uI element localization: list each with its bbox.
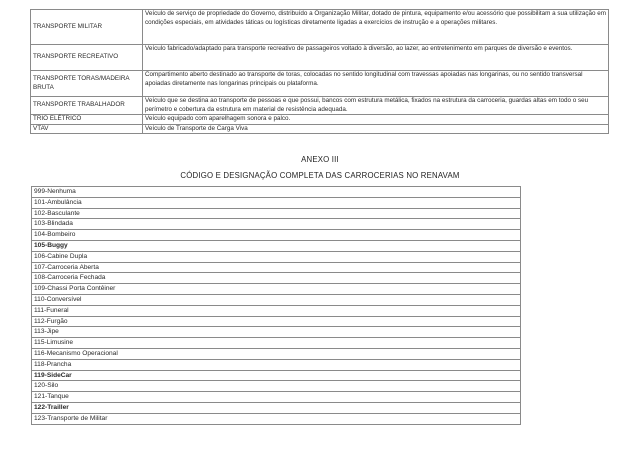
- body-code-cell: 123-Transporte de Militar: [32, 413, 521, 424]
- vehicle-type-description: Veículo fabricado/adaptado para transporte recreativo de passageiros voltado à diversão, ao lazer, ao entretenimento em parques de diversão e eventos.: [143, 45, 609, 71]
- table-row: [31, 10, 609, 45]
- body-code-cell: 103-Blindada: [32, 219, 521, 230]
- table-row: [32, 273, 521, 284]
- annex-number: ANEXO III: [301, 155, 339, 164]
- body-code-cell: 116-Mecanismo Operacional: [32, 348, 521, 359]
- body-code-cell: 115-Limusine: [32, 338, 521, 349]
- body-code-cell: 999-Nenhuma: [32, 187, 521, 198]
- table-row: [31, 115, 609, 125]
- table-row: [32, 392, 521, 403]
- table-row: [32, 305, 521, 316]
- vehicle-type-name: TRIO ELÉTRICO: [31, 115, 143, 125]
- annex-title: CÓDIGO E DESIGNAÇÃO COMPLETA DAS CARROCERIAS NO RENAVAM: [180, 171, 460, 180]
- table-row: [32, 338, 521, 349]
- body-code-cell: 107-Carroceria Aberta: [32, 262, 521, 273]
- table-row: [31, 124, 609, 134]
- table-row: [32, 197, 521, 208]
- body-code-cell: 118-Prancha: [32, 359, 521, 370]
- table-row: [32, 381, 521, 392]
- body-code-cell: 101-Ambulância: [32, 197, 521, 208]
- vehicle-type-description: Veículo equipado com aparelhagem sonora e palco.: [143, 115, 609, 125]
- table-row: [32, 240, 521, 251]
- vehicle-type-description: Veículo de Transporte de Carga Viva: [143, 124, 609, 134]
- table-row: [32, 294, 521, 305]
- table-row: [32, 219, 521, 230]
- body-code-cell: 108-Carroceria Fechada: [32, 273, 521, 284]
- vehicle-type-description: Veículo que se destina ao transporte de pessoas e que possui, bancos com estrutura metálica, fixados na estrutura da carroceria, guardas altas em todo o seu perímetro e cobertura da estrutura em material de resistência adequada.: [143, 97, 609, 115]
- table-row: [32, 359, 521, 370]
- body-code-cell: 105-Buggy: [32, 240, 521, 251]
- body-code-cell: 111-Funeral: [32, 305, 521, 316]
- table-row: [32, 187, 521, 198]
- table-row: [32, 348, 521, 359]
- table-row: [32, 284, 521, 295]
- table-row: [32, 230, 521, 241]
- body-code-cell: 122-Trailler: [32, 402, 521, 413]
- vehicle-type-name: VTAV: [31, 124, 143, 134]
- body-codes-table: [31, 186, 521, 425]
- body-code-cell: 110-Conversível: [32, 294, 521, 305]
- body-code-cell: 104-Bombeiro: [32, 230, 521, 241]
- vehicle-type-name: TRANSPORTE MILITAR: [31, 10, 143, 45]
- table-row: [31, 97, 609, 115]
- body-code-cell: 109-Chassi Porta Contêiner: [32, 284, 521, 295]
- vehicle-types-table: [30, 9, 609, 134]
- table-row: [32, 316, 521, 327]
- vehicle-type-name: TRANSPORTE RECREATIVO: [31, 45, 143, 71]
- table-row: [32, 327, 521, 338]
- body-code-cell: 112-Furgão: [32, 316, 521, 327]
- vehicle-type-name: TRANSPORTE TRABALHADOR: [31, 97, 143, 115]
- table-row: [32, 208, 521, 219]
- vehicle-type-description: Veículo de serviço de propriedade do Governo, distribuído a Organização Militar, dotado de pintura, equipamento e/ou acessório que possibilitam a sua utilização em condições especiais, em atividades táticas ou logísticas diretamente ligadas a exercícios de instrução e a operações militares.: [143, 10, 609, 45]
- table-row: [32, 370, 521, 381]
- table-row: [32, 413, 521, 424]
- body-code-cell: 106-Cabine Dupla: [32, 251, 521, 262]
- table-row: [32, 262, 521, 273]
- table-row: [31, 45, 609, 71]
- body-code-cell: 113-Jipe: [32, 327, 521, 338]
- body-code-cell: 120-Silo: [32, 381, 521, 392]
- body-code-cell: 121-Tanque: [32, 392, 521, 403]
- vehicle-type-description: Compartimento aberto destinado ao transporte de toras, colocadas no sentido longitudinal com travessas apoiadas nas longarinas, ou no sentido transversal apoiadas diretamente nas longarinas principais ou plataforma.: [143, 71, 609, 97]
- vehicle-type-name: TRANSPORTE TORAS/MADEIRA BRUTA: [31, 71, 143, 97]
- body-code-cell: 102-Basculante: [32, 208, 521, 219]
- table-row: [32, 402, 521, 413]
- table-row: [32, 251, 521, 262]
- body-code-cell: 119-SideCar: [32, 370, 521, 381]
- table-row: [31, 71, 609, 97]
